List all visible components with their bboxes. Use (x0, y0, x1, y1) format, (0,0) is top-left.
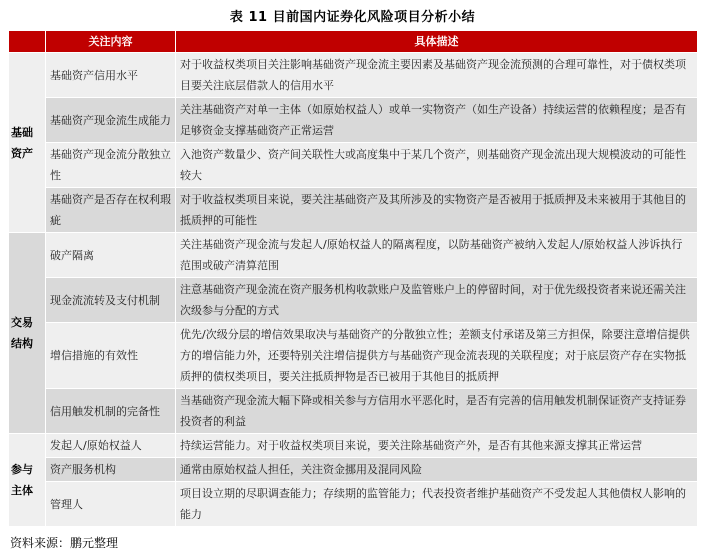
group-label-underlying-assets: 基础资产 (9, 53, 46, 233)
table-row (9, 323, 698, 389)
table-row (9, 482, 698, 527)
topic-cell: 基础资产信用水平 (46, 53, 176, 98)
description-cell: 持续运营能力。对于收益权类项目来说，要关注除基础资产外，是否有其他来源支撑其正常运营 (176, 434, 698, 458)
page-title: 表 11 目前国内证券化风险项目分析小结 (229, 10, 476, 25)
table-row (9, 233, 698, 278)
description-cell: 关注基础资产对单一主体（如原始权益人）或单一实物资产（如生产设备）持续运营的依赖程度；是否有足够资金支撑基础资产正常运营 (176, 98, 698, 143)
description-cell: 对于收益权类项目来说，要关注基础资产及其所涉及的实物资产是否被用于抵质押及未来被用于其他目的抵质押的可能性 (176, 188, 698, 233)
table-row (9, 389, 698, 434)
description-cell: 关注基础资产现金流与发起人/原始权益人的隔离程度，以防基础资产被纳入发起人/原始权益人涉诉执行范围或破产清算范围 (176, 233, 698, 278)
table-row (9, 53, 698, 98)
topic-cell: 基础资产现金流分散独立性 (46, 143, 176, 188)
risk-analysis-table (8, 30, 698, 527)
topic-cell: 基础资产现金流生成能力 (46, 98, 176, 143)
group-label-transaction-structure: 交易结构 (9, 233, 46, 434)
topic-cell: 资产服务机构 (46, 458, 176, 482)
description-cell: 当基础资产现金流大幅下降或相关参与方信用水平恶化时，是否有完善的信用触发机制保证资产支持证券投资者的利益 (176, 389, 698, 434)
table-row (9, 458, 698, 482)
table-row (9, 434, 698, 458)
topic-cell: 基础资产是否存在权利瑕疵 (46, 188, 176, 233)
topic-cell: 发起人/原始权益人 (46, 434, 176, 458)
table-row (9, 278, 698, 323)
header-empty-cell (9, 31, 46, 53)
table-row (9, 188, 698, 233)
column-header-description: 具体描述 (176, 31, 698, 53)
table-header-row (9, 31, 698, 53)
source-note: 资料来源：鹏元整理 (10, 536, 119, 550)
topic-cell: 破产隔离 (46, 233, 176, 278)
description-cell: 对于收益权类项目关注影响基础资产现金流主要因素及基础资产现金流预测的合理可靠性，对于债权类项目要关注底层借款人的信用水平 (176, 53, 698, 98)
topic-cell: 现金流流转及支付机制 (46, 278, 176, 323)
description-cell: 通常由原始权益人担任，关注资金挪用及混同风险 (176, 458, 698, 482)
table-row (9, 98, 698, 143)
description-cell: 入池资产数量少、资产间关联性大或高度集中于某几个资产，则基础资产现金流出现大规模波动的可能性较大 (176, 143, 698, 188)
column-header-topic: 关注内容 (46, 31, 176, 53)
group-label-participants: 参与主体 (9, 434, 46, 527)
topic-cell: 信用触发机制的完备性 (46, 389, 176, 434)
topic-cell: 增信措施的有效性 (46, 323, 176, 389)
table-row (9, 143, 698, 188)
description-cell: 优先/次级分层的增信效果取决与基础资产的分散独立性；差额支付承诺及第三方担保，除要注意增信提供方的增信能力外，还要特别关注增信提供方与基础资产现金流表现的关联程度；对于底层资产存在实物抵质押的债权类项目，要关注抵质押物是否已被用于其他目的抵质押 (176, 323, 698, 389)
description-cell: 项目设立期的尽职调查能力；存续期的监管能力；代表投资者维护基础资产不受发起人其他债权人影响的能力 (176, 482, 698, 527)
description-cell: 注意基础资产现金流在资产服务机构收款账户及监管账户上的停留时间，对于优先级投资者来说还需关注次级参与分配的方式 (176, 278, 698, 323)
topic-cell: 管理人 (46, 482, 176, 527)
